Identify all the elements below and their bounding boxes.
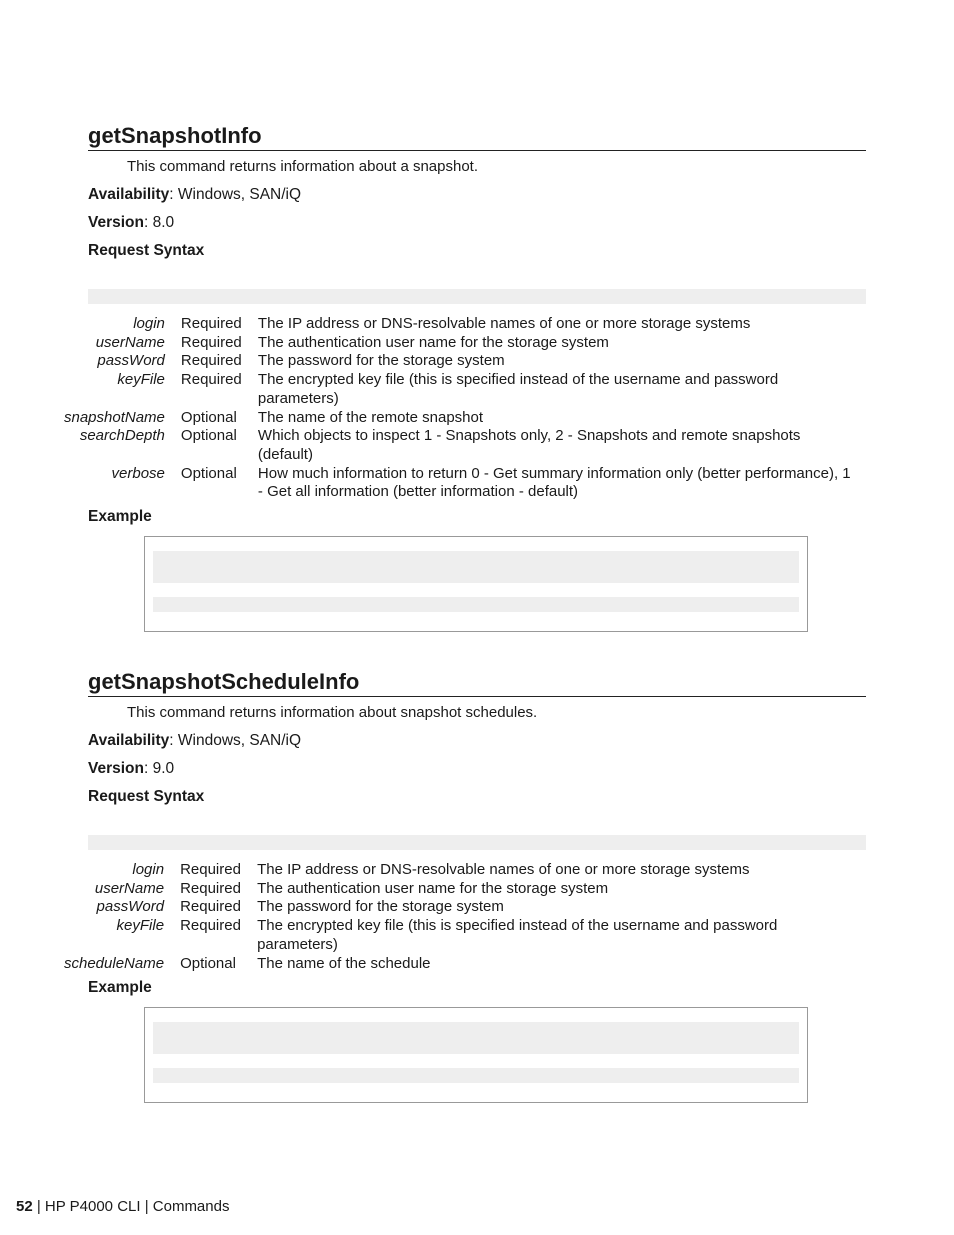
availability-line: [88, 185, 866, 205]
param-name: userName: [94, 879, 165, 897]
parameter-table: [64, 315, 858, 502]
version-line: [88, 213, 866, 233]
version-line: [88, 759, 866, 779]
param-description: The IP address or DNS-resolvable names of one or more storage systems: [257, 315, 751, 332]
param-name: keyFile: [116, 917, 165, 935]
availability-value: : Windows, SAN/iQ: [169, 186, 302, 203]
command-description: This command returns information about a snapshot.: [127, 158, 479, 175]
example-heading: [88, 978, 866, 998]
param-description: The authentication user name for the storage system: [257, 879, 609, 897]
param-requirement: Optional: [180, 427, 237, 445]
version-value: : 8.0: [144, 214, 175, 231]
request-syntax-heading: [88, 787, 866, 807]
parameter-row: [64, 955, 857, 974]
example-code-box: [144, 1007, 808, 1103]
param-requirement: Required: [180, 917, 241, 935]
param-requirement: Optional: [180, 464, 237, 482]
param-description: The authentication user name for the storage system: [257, 333, 609, 351]
param-name: verbose: [111, 464, 165, 482]
parameter-row: [64, 371, 858, 408]
param-requirement: Required: [180, 333, 242, 351]
parameter-row: [64, 465, 858, 502]
parameter-table: [64, 861, 857, 973]
request-syntax-label: Request Syntax: [88, 788, 205, 805]
command-description: This command returns information about snapshot schedules.: [127, 704, 538, 721]
example-code-line: [153, 1068, 799, 1083]
param-description: The password for the storage system: [257, 352, 505, 370]
param-name: searchDepth: [79, 427, 165, 445]
version-value: : 9.0: [144, 760, 175, 777]
parameter-row: [64, 898, 857, 917]
parameter-row: [64, 334, 858, 353]
param-name: scheduleName: [64, 954, 165, 972]
param-requirement: Optional: [180, 408, 237, 426]
availability-label: Availability: [88, 732, 170, 749]
availability-value: : Windows, SAN/iQ: [169, 732, 302, 749]
param-name: userName: [95, 333, 165, 351]
parameter-row: [64, 917, 857, 954]
footer-text: | HP P4000 CLI | Commands: [32, 1198, 230, 1215]
example-code-line: [153, 1022, 799, 1054]
param-name: login: [132, 861, 165, 878]
param-description: Which objects to inspect 1 - Snapshots only, 2 - Snapshots and remote snapshots (default): [257, 427, 801, 463]
parameter-row: [64, 315, 858, 334]
command-section-getsnapshotinfo: [64, 122, 866, 527]
param-description: How much information to return 0 - Get summary information only (better performance), 1 - Get all information (better information - default): [257, 464, 851, 501]
example-heading: [88, 507, 866, 527]
version-label: Version: [88, 214, 144, 231]
param-name: passWord: [96, 898, 165, 916]
section-title: getSnapshotInfo: [88, 122, 866, 151]
param-description: The name of the remote snapshot: [257, 408, 484, 426]
param-requirement: Required: [180, 861, 241, 878]
param-requirement: Required: [180, 371, 242, 389]
page-number: 52: [16, 1198, 33, 1215]
section-title: getSnapshotScheduleInfo: [88, 668, 866, 697]
param-name: passWord: [97, 352, 165, 370]
example-label: Example: [88, 979, 152, 997]
version-label: Version: [88, 760, 144, 777]
param-name: keyFile: [117, 371, 165, 389]
param-description: The encrypted key file (this is specified instead of the username and password parameters): [257, 371, 779, 407]
param-name: login: [133, 315, 165, 332]
availability-label: Availability: [88, 186, 170, 203]
param-requirement: Optional: [180, 954, 236, 972]
page-footer: [16, 1197, 229, 1217]
example-code-box: [144, 536, 808, 632]
command-section-getsnapshotscheduleinfo: [64, 668, 866, 998]
availability-line: [88, 731, 866, 751]
parameter-row: [64, 409, 858, 428]
param-name: snapshotName: [64, 408, 165, 426]
request-syntax-code-bar: [88, 289, 866, 304]
example-label: Example: [88, 508, 152, 526]
example-code-line: [153, 597, 799, 612]
param-description: The IP address or DNS-resolvable names of one or more storage systems: [257, 861, 750, 878]
param-description: The password for the storage system: [257, 898, 504, 916]
param-requirement: Required: [180, 315, 242, 332]
param-description: The encrypted key file (this is specified instead of the username and password parameters): [257, 917, 778, 953]
example-code-line: [153, 551, 799, 583]
parameter-row: [64, 352, 858, 371]
request-syntax-heading: [88, 241, 866, 261]
parameter-row: [64, 861, 857, 880]
param-description: The name of the schedule: [257, 954, 431, 972]
parameter-row: [64, 880, 857, 899]
param-requirement: Required: [180, 898, 241, 916]
param-requirement: Required: [180, 879, 241, 897]
request-syntax-code-bar: [88, 835, 866, 850]
parameter-row: [64, 427, 858, 464]
param-requirement: Required: [180, 352, 242, 370]
request-syntax-label: Request Syntax: [88, 242, 205, 259]
